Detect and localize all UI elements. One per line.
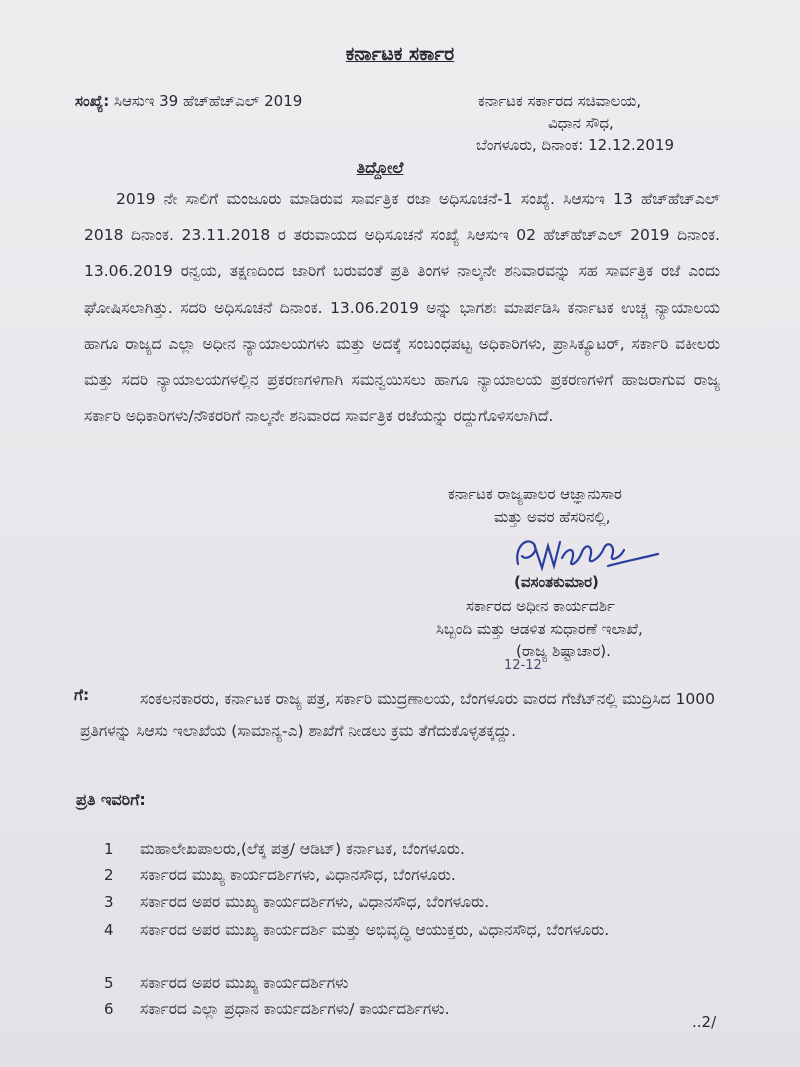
- signer-title-2: ಸಿಬ್ಬಂದಿ ಮತ್ತು ಆಡಳಿತ ಸುಧಾರಣೆ ಇಲಾಖೆ,: [436, 620, 643, 638]
- address-line-1: ಕರ್ನಾಟಕ ಸರ್ಕಾರದ ಸಚಿವಾಲಯ,: [478, 92, 642, 110]
- reference-number: [75, 91, 302, 111]
- authority-line-1: ಕರ್ನಾಟಕ ರಾಜ್ಯಪಾಲರ ಆಜ್ಞಾನುಸಾರ: [448, 485, 622, 503]
- copy-item-number: 1: [104, 840, 114, 858]
- initial-note: 12-12: [504, 658, 542, 673]
- copy-item-text: ಸರ್ಕಾರದ ಮುಖ್ಯ ಕಾರ್ಯದರ್ಶಿಗಳು, ವಿಧಾನಸೌಧ, ಬೆಂಗಳೂರು.: [140, 866, 456, 884]
- signer-title-1: ಸರ್ಕಾರದ ಅಧೀನ ಕಾರ್ಯದರ್ಶಿ: [466, 597, 615, 615]
- copy-item-number: 3: [104, 893, 114, 911]
- reference-value: ಸಿಆಸುಇ 39 ಹೆಚ್‌ಹೆಚ್‌ಎಲ್ 2019: [113, 92, 303, 110]
- copy-item-number: 2: [104, 866, 114, 884]
- to-label: ಗೆ:: [74, 686, 90, 704]
- copy-item-text: ಸರ್ಕಾರದ ಅಪರ ಮುಖ್ಯ ಕಾರ್ಯದರ್ಶಿ ಮತ್ತು ಅಭಿವೃದ್ಧಿ ಆಯುಕ್ತರು, ವಿಧಾನಸೌಧ, ಬೆಂಗಳೂರು.: [140, 921, 610, 939]
- body-paragraph: 2019 ನೇ ಸಾಲಿಗೆ ಮಂಜೂರು ಮಾಡಿರುವ ಸಾರ್ವತ್ರಿಕ ರಜಾ ಅಧಿಸೂಚನೆ-1 ಸಂಖ್ಯೆ. ಸಿಆಸುಇ 13 ಹೆಚ್‌ಹೆಚ್‌ಎಲ್ 2018 ದಿನಾಂಕ. 23.11.2018 ರ ತರುವಾಯದ ಅಧಿಸೂಚನೆ ಸಂಖ್ಯೆ ಸಿಆಸುಇ 02 ಹೆಚ್‌ಹೆಚ್‌ಎಲ್ 2019 ದಿನಾಂಕ. 13.06.2019 ರನ್ವಯ, ತಕ್ಷಣದಿಂದ ಜಾರಿಗೆ ಬರುವಂತೆ ಪ್ರತಿ ತಿಂಗಳ ನಾಲ್ಕನೇ ಶನಿವಾರವನ್ನು ಸಹ ಸಾರ್ವತ್ರಿಕ ರಜೆ ಎಂದು ಘೋಷಿಸಲಾಗಿತ್ತು. ಸದರಿ ಅಧಿಸೂಚನೆ ದಿನಾಂಕ. 13.06.2019 ಅನ್ನು ಭಾಗಶಃ ಮಾರ್ಪಡಿಸಿ ಕರ್ನಾಟಕ ಉಚ್ಚ ನ್ಯಾಯಾಲಯ ಹಾಗೂ ರಾಜ್ಯದ ಎಲ್ಲಾ ಅಧೀನ ನ್ಯಾಯಾಲಯಗಳು ಮತ್ತು ಅದಕ್ಕೆ ಸಂಬಂಧಪಟ್ಟ ಅಧಿಕಾರಿಗಳು, ಪ್ರಾಸಿಕ್ಯೂಟರ್, ಸರ್ಕಾರಿ ವಕೀಲರು ಮತ್ತು ಸದರಿ ನ್ಯಾಯಾಲಯಗಳಲ್ಲಿನ ಪ್ರಕರಣಗಳಿಗಾಗಿ ಸಮನ್ವಯಿಸಲು ಹಾಗೂ ನ್ಯಾಯಾಲಯ ಪ್ರಕರಣಗಳಿಗೆ ಹಾಜರಾಗುವ ರಾಜ್ಯ ಸರ್ಕಾರಿ ಅಧಿಕಾರಿಗಳು/ನೌಕರರಿಗೆ ನಾಲ್ಕನೇ ಶನಿವಾರದ ಸಾರ್ವತ್ರಿಕ ರಜೆಯನ್ನು ರದ್ದುಗೊಳಿಸಲಾಗಿದೆ.: [84, 190, 720, 426]
- signer-title-3: (ರಾಜ್ಯ ಶಿಷ್ಟಾಚಾರ).: [516, 642, 611, 660]
- corrigendum-heading: ತಿದ್ದೋಲೆ: [356, 158, 404, 177]
- authority-line-2: ಮತ್ತು ಅವರ ಹೆಸರಿನಲ್ಲಿ,: [494, 508, 611, 526]
- address-line-2: ವಿಧಾನ ಸೌಧ,: [548, 114, 614, 132]
- copy-item-text: ಸರ್ಕಾರದ ಅಪರ ಮುಖ್ಯ ಕಾರ್ಯದರ್ಶಿಗಳು, ವಿಧಾನಸೌಧ, ಬೆಂಗಳೂರು.: [140, 893, 490, 911]
- to-recipient-text: ಸಂಕಲನಕಾರರು, ಕರ್ನಾಟಕ ರಾಜ್ಯ ಪತ್ರ, ಸರ್ಕಾರಿ ಮುದ್ರಣಾಲಯ, ಬೆಂಗಳೂರು ವಾರದ ಗೆಜೆಟ್‌ನಲ್ಲಿ ಮುದ್ರಿಸಿದ 1000 ಪ್ರತಿಗಳನ್ನು ಸಿಆಸು ಇಲಾಖೆಯ (ಸಾಮಾನ್ಯ-ಎ) ಶಾಖೆಗೆ ನೀಡಲು ಕ್ರಮ ತೆಗೆದುಕೊಳ್ಳತಕ್ಕದ್ದು.: [80, 690, 715, 740]
- signer-name: (ವಸಂತಕುಮಾರ): [514, 573, 599, 591]
- copy-to-heading: ಪ್ರತಿ ಇವರಿಗೆ:: [76, 790, 146, 809]
- reference-label: ಸಂಖ್ಯೆ:: [75, 92, 110, 110]
- copy-item-number: 5: [104, 974, 114, 992]
- copy-item-number: 4: [104, 921, 114, 939]
- copy-item-text: ಸರ್ಕಾರದ ಅಪರ ಮುಖ್ಯ ಕಾರ್ಯದರ್ಶಿಗಳು: [140, 974, 349, 992]
- page-number: ..2/: [692, 1013, 717, 1031]
- address-date: ಬೆಂಗಳೂರು, ದಿನಾಂಕ: 12.12.2019: [476, 136, 674, 154]
- copy-item-text: ಸರ್ಕಾರದ ಎಲ್ಲಾ ಪ್ರಧಾನ ಕಾರ್ಯದರ್ಶಿಗಳು/ ಕಾರ್ಯದರ್ಶಿಗಳು.: [140, 1000, 450, 1018]
- copy-item-text: ಮಹಾಲೇಖಪಾಲರು,(ಲೆಕ್ಕ ಪತ್ರ/ ಆಡಿಟ್) ಕರ್ನಾಟಕ, ಬೆಂಗಳೂರು.: [140, 840, 465, 858]
- handwritten-signature: [512, 528, 662, 576]
- document-title: ಕರ್ನಾಟಕ ಸರ್ಕಾರ: [345, 43, 455, 65]
- copy-item-number: 6: [104, 1000, 114, 1018]
